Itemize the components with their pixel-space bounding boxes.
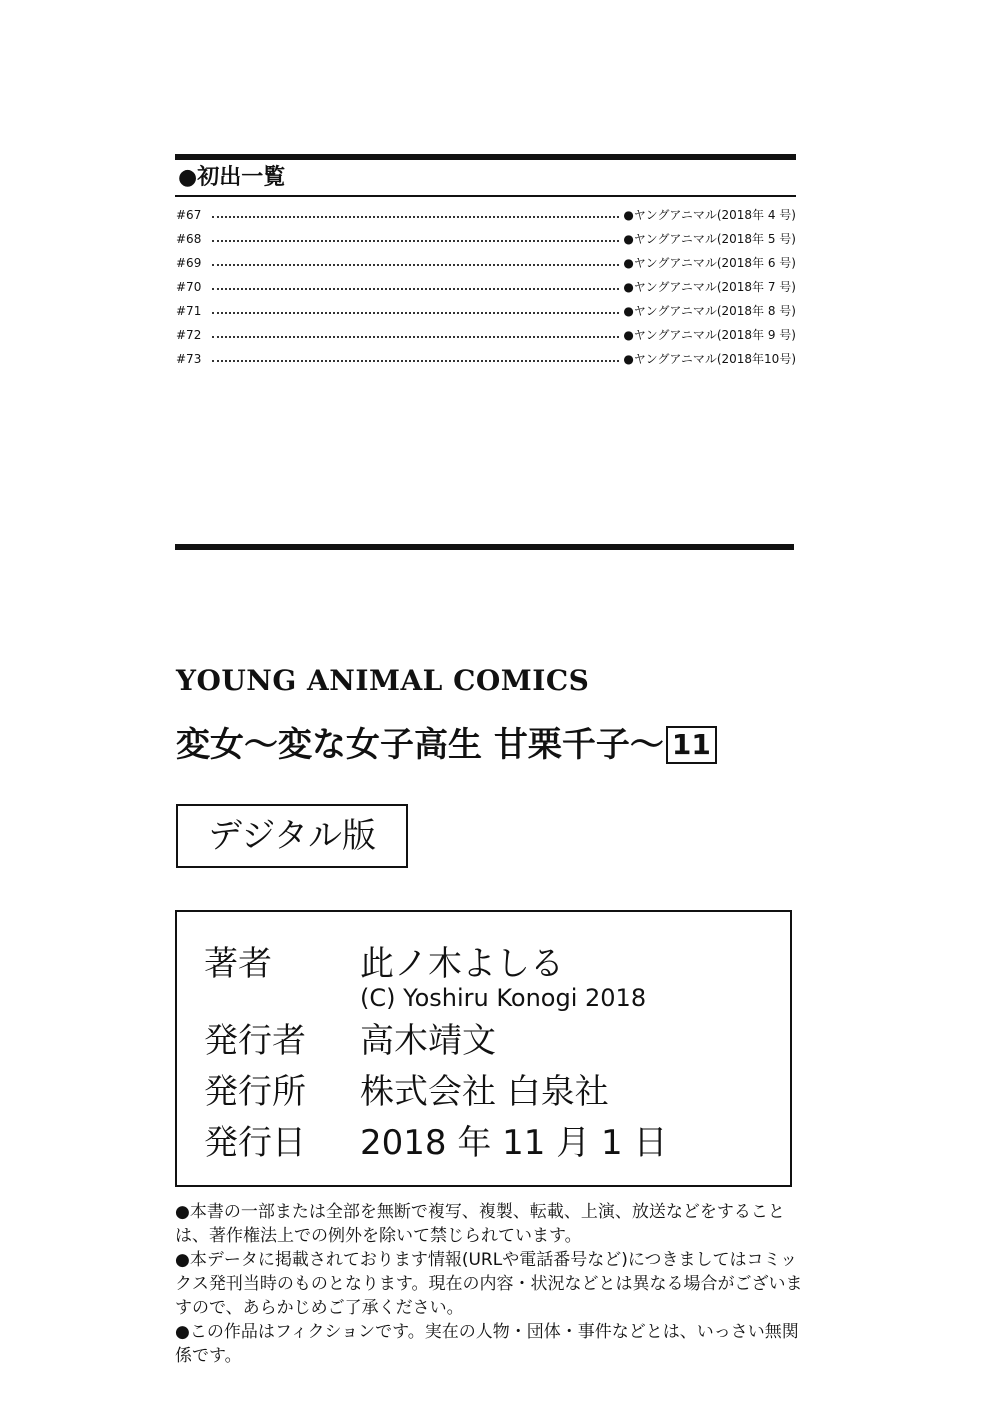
section-separator-rule xyxy=(175,544,794,550)
author-name: 此ノ木よしる xyxy=(360,944,564,984)
publisher-label: 発行所 xyxy=(204,1072,306,1112)
publication-date: 2018 年 11 月 1 日 xyxy=(360,1123,668,1163)
volume-number-box: 11 xyxy=(666,726,717,764)
leader-dots xyxy=(212,360,619,362)
chapter-number: #70 xyxy=(176,280,202,294)
top-rule xyxy=(175,154,796,160)
magazine-source: ●ヤングアニマル(2018年10号) xyxy=(623,352,796,366)
first-appearance-list xyxy=(176,203,796,371)
copyright-line: (C) Yoshiru Konogi 2018 xyxy=(360,984,647,1012)
data-accuracy-notice: ●本データに掲載されております情報(URLや電話番号など)につきましてはコミックス発刊当時のものとなります。現在の内容・状況などとは異なる場合がございますので、あらかじめご了承ください。 xyxy=(175,1250,803,1318)
copyright-notice: ●本書の一部または全部を無断で複写、複製、転載、上演、放送などをすることは、著作権法上での例外を除いて禁じられています。 xyxy=(175,1202,785,1246)
list-item xyxy=(176,347,796,371)
legal-notes xyxy=(175,1200,805,1368)
list-item xyxy=(176,251,796,275)
leader-dots xyxy=(212,312,619,314)
book-title xyxy=(176,723,717,767)
leader-dots xyxy=(212,264,619,266)
leader-dots xyxy=(212,240,619,242)
leader-dots xyxy=(212,216,619,218)
magazine-source: ●ヤングアニマル(2018年 8 号) xyxy=(623,304,796,318)
chapter-number: #72 xyxy=(176,328,202,342)
chapter-number: #73 xyxy=(176,352,202,366)
series-name: YOUNG ANIMAL COMICS xyxy=(176,664,590,697)
chapter-number: #67 xyxy=(176,208,202,222)
publisher-person-name: 高木靖文 xyxy=(360,1021,496,1061)
list-item xyxy=(176,299,796,323)
fiction-disclaimer: ●この作品はフィクションです。実在の人物・団体・事件などとは、いっさい無関係です。 xyxy=(175,1322,799,1366)
leader-dots xyxy=(212,288,619,290)
digital-edition-label: デジタル版 xyxy=(176,804,408,868)
magazine-source: ●ヤングアニマル(2018年 4 号) xyxy=(623,208,796,222)
magazine-source: ●ヤングアニマル(2018年 5 号) xyxy=(623,232,796,246)
author-label: 著者 xyxy=(204,944,272,984)
list-item xyxy=(176,323,796,347)
title-underline-rule xyxy=(175,195,796,197)
publisher-name: 株式会社 白泉社 xyxy=(360,1072,609,1112)
list-item xyxy=(176,275,796,299)
book-title-text: 変女〜変な女子高生 甘栗千子〜 xyxy=(176,725,664,765)
leader-dots xyxy=(212,336,619,338)
chapter-number: #68 xyxy=(176,232,202,246)
chapter-number: #69 xyxy=(176,256,202,270)
chapter-number: #71 xyxy=(176,304,202,318)
list-item xyxy=(176,203,796,227)
list-item xyxy=(176,227,796,251)
publisher-person-label: 発行者 xyxy=(204,1021,306,1061)
first-appearance-title: ●初出一覧 xyxy=(178,165,286,190)
magazine-source: ●ヤングアニマル(2018年 6 号) xyxy=(623,256,796,270)
magazine-source: ●ヤングアニマル(2018年 9 号) xyxy=(623,328,796,342)
date-label: 発行日 xyxy=(204,1123,306,1163)
colophon-box xyxy=(175,910,792,1187)
magazine-source: ●ヤングアニマル(2018年 7 号) xyxy=(623,280,796,294)
